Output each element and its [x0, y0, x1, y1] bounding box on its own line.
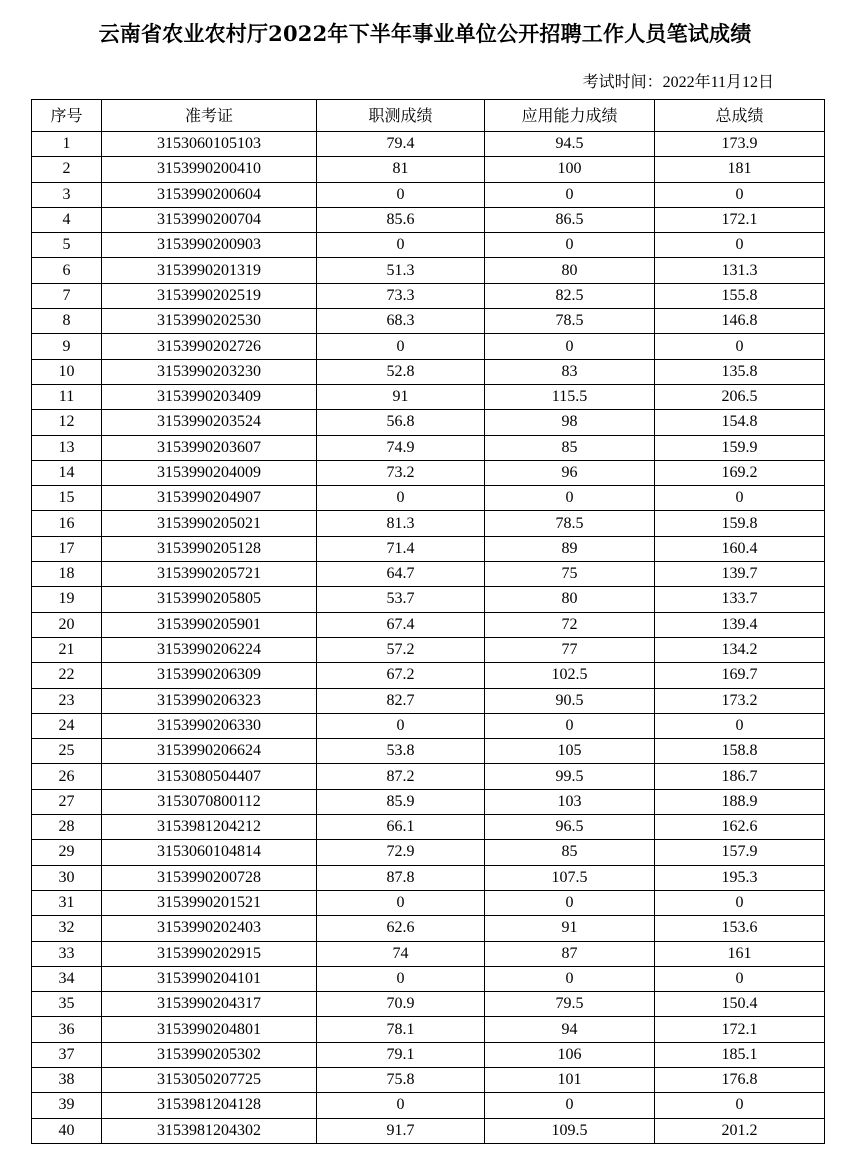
- cell-total-score: 0: [655, 486, 825, 511]
- table-row: [32, 1042, 825, 1067]
- cell-index: 23: [32, 688, 102, 713]
- cell-applied-ability-score: 87: [485, 941, 655, 966]
- cell-applied-ability-score: 0: [485, 890, 655, 915]
- table-row: [32, 334, 825, 359]
- cell-total-score: 0: [655, 334, 825, 359]
- cell-aptitude-score: 74: [317, 941, 485, 966]
- cell-ticket-number: 3153990200704: [102, 207, 317, 232]
- cell-applied-ability-score: 80: [485, 258, 655, 283]
- cell-total-score: 0: [655, 966, 825, 991]
- header-ticket-number: 准考证: [102, 100, 317, 132]
- table-row: [32, 789, 825, 814]
- table-row: [32, 612, 825, 637]
- cell-applied-ability-score: 78.5: [485, 309, 655, 334]
- cell-applied-ability-score: 0: [485, 233, 655, 258]
- cell-applied-ability-score: 75: [485, 562, 655, 587]
- cell-aptitude-score: 0: [317, 1093, 485, 1118]
- cell-applied-ability-score: 96.5: [485, 815, 655, 840]
- cell-ticket-number: 3153990204907: [102, 486, 317, 511]
- cell-ticket-number: 3153990202726: [102, 334, 317, 359]
- cell-index: 22: [32, 663, 102, 688]
- cell-total-score: 159.9: [655, 435, 825, 460]
- cell-applied-ability-score: 102.5: [485, 663, 655, 688]
- cell-index: 1: [32, 132, 102, 157]
- cell-applied-ability-score: 0: [485, 486, 655, 511]
- cell-ticket-number: 3153981204212: [102, 815, 317, 840]
- cell-ticket-number: 3153990202519: [102, 283, 317, 308]
- cell-ticket-number: 3153990200604: [102, 182, 317, 207]
- table-row: [32, 384, 825, 409]
- cell-aptitude-score: 75.8: [317, 1067, 485, 1092]
- cell-aptitude-score: 68.3: [317, 309, 485, 334]
- cell-ticket-number: 3153990201319: [102, 258, 317, 283]
- table-row: [32, 359, 825, 384]
- cell-aptitude-score: 64.7: [317, 562, 485, 587]
- cell-applied-ability-score: 80: [485, 587, 655, 612]
- cell-ticket-number: 3153990206323: [102, 688, 317, 713]
- cell-aptitude-score: 85.9: [317, 789, 485, 814]
- cell-total-score: 172.1: [655, 1017, 825, 1042]
- cell-aptitude-score: 78.1: [317, 1017, 485, 1042]
- cell-total-score: 0: [655, 182, 825, 207]
- cell-aptitude-score: 87.8: [317, 865, 485, 890]
- cell-applied-ability-score: 106: [485, 1042, 655, 1067]
- cell-aptitude-score: 62.6: [317, 916, 485, 941]
- table-row: [32, 536, 825, 561]
- cell-ticket-number: 3153990200903: [102, 233, 317, 258]
- table-row: [32, 764, 825, 789]
- cell-total-score: 169.7: [655, 663, 825, 688]
- table-row: [32, 511, 825, 536]
- cell-applied-ability-score: 0: [485, 966, 655, 991]
- cell-applied-ability-score: 107.5: [485, 865, 655, 890]
- cell-total-score: 162.6: [655, 815, 825, 840]
- cell-total-score: 146.8: [655, 309, 825, 334]
- cell-aptitude-score: 51.3: [317, 258, 485, 283]
- cell-aptitude-score: 72.9: [317, 840, 485, 865]
- table-row: [32, 562, 825, 587]
- cell-ticket-number: 3153990205021: [102, 511, 317, 536]
- cell-index: 21: [32, 637, 102, 662]
- cell-aptitude-score: 53.8: [317, 739, 485, 764]
- cell-index: 30: [32, 865, 102, 890]
- cell-total-score: 186.7: [655, 764, 825, 789]
- cell-aptitude-score: 67.4: [317, 612, 485, 637]
- cell-total-score: 154.8: [655, 410, 825, 435]
- table-row: [32, 1118, 825, 1143]
- cell-index: 34: [32, 966, 102, 991]
- cell-index: 17: [32, 536, 102, 561]
- cell-ticket-number: 3153990202530: [102, 309, 317, 334]
- cell-ticket-number: 3153990203524: [102, 410, 317, 435]
- cell-aptitude-score: 0: [317, 182, 485, 207]
- cell-ticket-number: 3153050207725: [102, 1067, 317, 1092]
- cell-applied-ability-score: 115.5: [485, 384, 655, 409]
- cell-total-score: 0: [655, 1093, 825, 1118]
- table-row: [32, 460, 825, 485]
- table-row: [32, 283, 825, 308]
- cell-total-score: 201.2: [655, 1118, 825, 1143]
- cell-aptitude-score: 53.7: [317, 587, 485, 612]
- cell-aptitude-score: 0: [317, 890, 485, 915]
- cell-total-score: 0: [655, 713, 825, 738]
- cell-total-score: 173.2: [655, 688, 825, 713]
- cell-index: 27: [32, 789, 102, 814]
- cell-total-score: 133.7: [655, 587, 825, 612]
- cell-aptitude-score: 0: [317, 713, 485, 738]
- cell-ticket-number: 3153990203230: [102, 359, 317, 384]
- cell-total-score: 0: [655, 890, 825, 915]
- cell-applied-ability-score: 100: [485, 157, 655, 182]
- cell-index: 28: [32, 815, 102, 840]
- cell-index: 32: [32, 916, 102, 941]
- cell-index: 7: [32, 283, 102, 308]
- cell-aptitude-score: 0: [317, 334, 485, 359]
- table-row: [32, 966, 825, 991]
- cell-ticket-number: 3153990200728: [102, 865, 317, 890]
- cell-index: 38: [32, 1067, 102, 1092]
- cell-index: 37: [32, 1042, 102, 1067]
- cell-total-score: 195.3: [655, 865, 825, 890]
- cell-index: 10: [32, 359, 102, 384]
- table-row: [32, 713, 825, 738]
- cell-aptitude-score: 82.7: [317, 688, 485, 713]
- cell-ticket-number: 3153080504407: [102, 764, 317, 789]
- cell-ticket-number: 3153990206309: [102, 663, 317, 688]
- cell-ticket-number: 3153990200410: [102, 157, 317, 182]
- table-row: [32, 410, 825, 435]
- cell-applied-ability-score: 99.5: [485, 764, 655, 789]
- cell-index: 25: [32, 739, 102, 764]
- cell-applied-ability-score: 89: [485, 536, 655, 561]
- cell-ticket-number: 3153060104814: [102, 840, 317, 865]
- table-row: [32, 1067, 825, 1092]
- table-row: [32, 1093, 825, 1118]
- cell-total-score: 139.4: [655, 612, 825, 637]
- table-row: [32, 688, 825, 713]
- cell-index: 18: [32, 562, 102, 587]
- cell-total-score: 173.9: [655, 132, 825, 157]
- cell-ticket-number: 3153990206624: [102, 739, 317, 764]
- cell-total-score: 153.6: [655, 916, 825, 941]
- cell-applied-ability-score: 109.5: [485, 1118, 655, 1143]
- page-title: 云南省农业农村厅2022年下半年事业单位公开招聘工作人员笔试成绩: [98, 21, 752, 46]
- cell-applied-ability-score: 101: [485, 1067, 655, 1092]
- cell-applied-ability-score: 0: [485, 713, 655, 738]
- cell-index: 33: [32, 941, 102, 966]
- cell-aptitude-score: 52.8: [317, 359, 485, 384]
- header-index: 序号: [32, 100, 102, 132]
- cell-aptitude-score: 79.1: [317, 1042, 485, 1067]
- cell-aptitude-score: 71.4: [317, 536, 485, 561]
- cell-aptitude-score: 81: [317, 157, 485, 182]
- cell-index: 13: [32, 435, 102, 460]
- cell-aptitude-score: 81.3: [317, 511, 485, 536]
- table-header-row: [32, 100, 825, 132]
- cell-total-score: 157.9: [655, 840, 825, 865]
- table-row: [32, 233, 825, 258]
- cell-aptitude-score: 74.9: [317, 435, 485, 460]
- cell-aptitude-score: 0: [317, 966, 485, 991]
- cell-ticket-number: 3153990201521: [102, 890, 317, 915]
- score-table: [31, 99, 825, 1144]
- cell-total-score: 159.8: [655, 511, 825, 536]
- table-row: [32, 587, 825, 612]
- cell-aptitude-score: 0: [317, 233, 485, 258]
- cell-index: 24: [32, 713, 102, 738]
- cell-ticket-number: 3153981204302: [102, 1118, 317, 1143]
- cell-index: 20: [32, 612, 102, 637]
- cell-aptitude-score: 0: [317, 486, 485, 511]
- table-row: [32, 435, 825, 460]
- cell-applied-ability-score: 94: [485, 1017, 655, 1042]
- cell-ticket-number: 3153981204128: [102, 1093, 317, 1118]
- cell-total-score: 134.2: [655, 637, 825, 662]
- table-row: [32, 637, 825, 662]
- cell-index: 36: [32, 1017, 102, 1042]
- cell-aptitude-score: 85.6: [317, 207, 485, 232]
- cell-applied-ability-score: 0: [485, 1093, 655, 1118]
- cell-aptitude-score: 56.8: [317, 410, 485, 435]
- cell-index: 39: [32, 1093, 102, 1118]
- cell-applied-ability-score: 0: [485, 182, 655, 207]
- cell-applied-ability-score: 86.5: [485, 207, 655, 232]
- cell-index: 35: [32, 992, 102, 1017]
- cell-total-score: 176.8: [655, 1067, 825, 1092]
- cell-total-score: 188.9: [655, 789, 825, 814]
- cell-total-score: 0: [655, 233, 825, 258]
- cell-total-score: 135.8: [655, 359, 825, 384]
- cell-total-score: 160.4: [655, 536, 825, 561]
- cell-aptitude-score: 91.7: [317, 1118, 485, 1143]
- cell-applied-ability-score: 83: [485, 359, 655, 384]
- cell-ticket-number: 3153990204101: [102, 966, 317, 991]
- cell-applied-ability-score: 98: [485, 410, 655, 435]
- cell-aptitude-score: 67.2: [317, 663, 485, 688]
- cell-index: 19: [32, 587, 102, 612]
- cell-total-score: 161: [655, 941, 825, 966]
- cell-index: 40: [32, 1118, 102, 1143]
- cell-index: 14: [32, 460, 102, 485]
- cell-aptitude-score: 66.1: [317, 815, 485, 840]
- table-row: [32, 182, 825, 207]
- cell-ticket-number: 3153990204801: [102, 1017, 317, 1042]
- table-row: [32, 1017, 825, 1042]
- cell-total-score: 181: [655, 157, 825, 182]
- header-aptitude-score: 职测成绩: [317, 100, 485, 132]
- cell-aptitude-score: 73.2: [317, 460, 485, 485]
- cell-ticket-number: 3153990205901: [102, 612, 317, 637]
- cell-applied-ability-score: 85: [485, 840, 655, 865]
- cell-total-score: 185.1: [655, 1042, 825, 1067]
- cell-ticket-number: 3153990203409: [102, 384, 317, 409]
- cell-aptitude-score: 91: [317, 384, 485, 409]
- cell-applied-ability-score: 79.5: [485, 992, 655, 1017]
- table-row: [32, 815, 825, 840]
- cell-ticket-number: 3153990204009: [102, 460, 317, 485]
- cell-applied-ability-score: 96: [485, 460, 655, 485]
- cell-index: 9: [32, 334, 102, 359]
- cell-ticket-number: 3153060105103: [102, 132, 317, 157]
- table-row: [32, 739, 825, 764]
- cell-ticket-number: 3153990206330: [102, 713, 317, 738]
- cell-total-score: 155.8: [655, 283, 825, 308]
- cell-index: 29: [32, 840, 102, 865]
- cell-applied-ability-score: 77: [485, 637, 655, 662]
- cell-applied-ability-score: 105: [485, 739, 655, 764]
- table-row: [32, 309, 825, 334]
- cell-applied-ability-score: 103: [485, 789, 655, 814]
- table-row: [32, 258, 825, 283]
- cell-ticket-number: 3153990203607: [102, 435, 317, 460]
- table-row: [32, 992, 825, 1017]
- cell-ticket-number: 3153990202915: [102, 941, 317, 966]
- cell-total-score: 169.2: [655, 460, 825, 485]
- cell-applied-ability-score: 0: [485, 334, 655, 359]
- cell-applied-ability-score: 91: [485, 916, 655, 941]
- cell-index: 15: [32, 486, 102, 511]
- cell-ticket-number: 3153990205721: [102, 562, 317, 587]
- cell-aptitude-score: 70.9: [317, 992, 485, 1017]
- cell-ticket-number: 3153990206224: [102, 637, 317, 662]
- cell-ticket-number: 3153990205302: [102, 1042, 317, 1067]
- table-body: [32, 132, 825, 1144]
- cell-index: 8: [32, 309, 102, 334]
- exam-date: 考试时间：2022年11月12日: [582, 74, 774, 91]
- cell-index: 26: [32, 764, 102, 789]
- cell-applied-ability-score: 82.5: [485, 283, 655, 308]
- table-row: [32, 865, 825, 890]
- cell-aptitude-score: 79.4: [317, 132, 485, 157]
- cell-applied-ability-score: 72: [485, 612, 655, 637]
- table-row: [32, 941, 825, 966]
- cell-index: 3: [32, 182, 102, 207]
- cell-total-score: 139.7: [655, 562, 825, 587]
- cell-index: 5: [32, 233, 102, 258]
- cell-index: 12: [32, 410, 102, 435]
- cell-aptitude-score: 73.3: [317, 283, 485, 308]
- table-row: [32, 890, 825, 915]
- cell-ticket-number: 3153990205128: [102, 536, 317, 561]
- cell-index: 6: [32, 258, 102, 283]
- cell-applied-ability-score: 90.5: [485, 688, 655, 713]
- cell-total-score: 158.8: [655, 739, 825, 764]
- cell-aptitude-score: 87.2: [317, 764, 485, 789]
- cell-total-score: 131.3: [655, 258, 825, 283]
- cell-applied-ability-score: 78.5: [485, 511, 655, 536]
- cell-total-score: 206.5: [655, 384, 825, 409]
- cell-index: 2: [32, 157, 102, 182]
- cell-applied-ability-score: 85: [485, 435, 655, 460]
- cell-index: 4: [32, 207, 102, 232]
- cell-ticket-number: 3153990204317: [102, 992, 317, 1017]
- cell-index: 16: [32, 511, 102, 536]
- header-total-score: 总成绩: [655, 100, 825, 132]
- table-row: [32, 840, 825, 865]
- cell-index: 11: [32, 384, 102, 409]
- cell-ticket-number: 3153990202403: [102, 916, 317, 941]
- table-row: [32, 916, 825, 941]
- cell-total-score: 172.1: [655, 207, 825, 232]
- table-row: [32, 486, 825, 511]
- table-row: [32, 663, 825, 688]
- cell-ticket-number: 3153070800112: [102, 789, 317, 814]
- cell-applied-ability-score: 94.5: [485, 132, 655, 157]
- cell-index: 31: [32, 890, 102, 915]
- cell-total-score: 150.4: [655, 992, 825, 1017]
- cell-aptitude-score: 57.2: [317, 637, 485, 662]
- table-row: [32, 207, 825, 232]
- header-applied-ability-score: 应用能力成绩: [485, 100, 655, 132]
- cell-ticket-number: 3153990205805: [102, 587, 317, 612]
- table-row: [32, 157, 825, 182]
- table-row: [32, 132, 825, 157]
